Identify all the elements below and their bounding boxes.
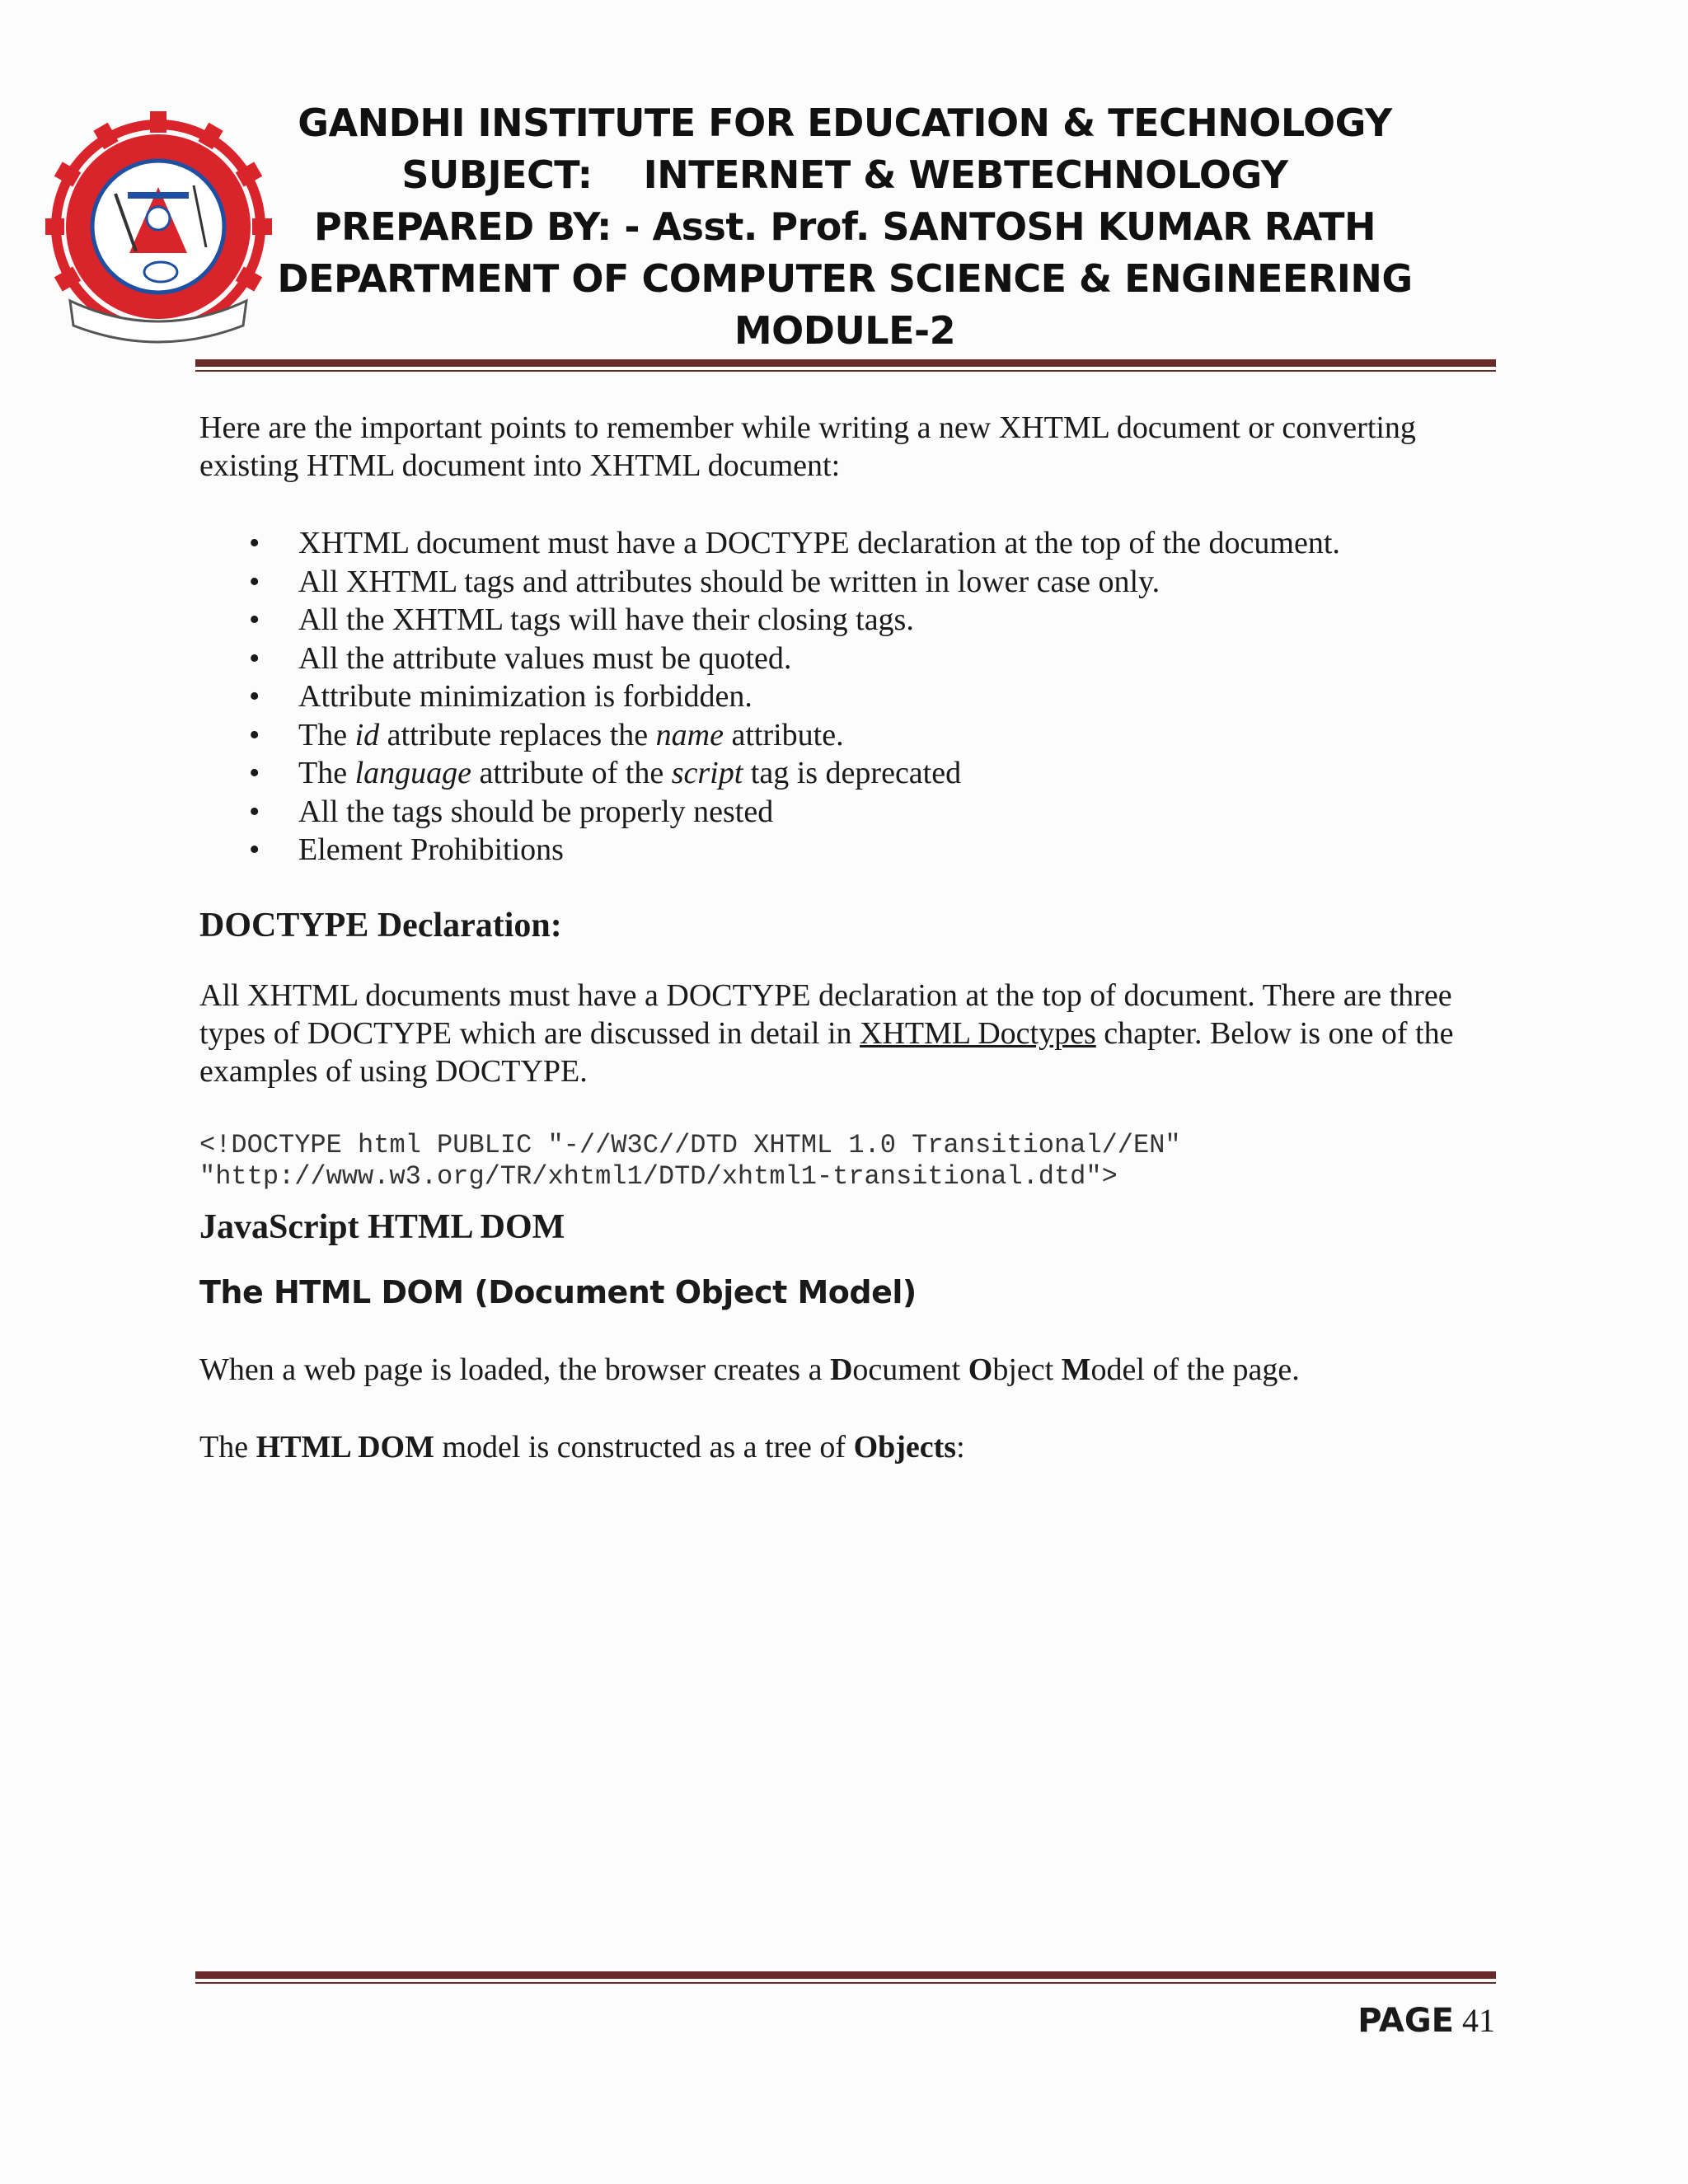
- list-item: • The language attribute of the script tag is deprecated: [199, 754, 1498, 793]
- html-dom-subheading: The HTML DOM (Document Object Model): [199, 1273, 917, 1310]
- logo-emblem-icon: [45, 95, 272, 346]
- list-item: • All XHTML tags and attributes should be written in lower case only.: [199, 563, 1498, 602]
- javascript-dom-heading: JavaScript HTML DOM: [199, 1207, 565, 1246]
- doctype-code-block: <!DOCTYPE html PUBLIC "-//W3C//DTD XHTML 1.0 Transitional//EN" "http://www.w3.org/TR/xhtml1/DTD/xhtml1-transitional.dtd">: [199, 1129, 1181, 1192]
- subject-line: SUBJECT: INTERNET & WEBTECHNOLOGY: [401, 152, 1288, 197]
- doctype-heading: DOCTYPE Declaration:: [199, 906, 562, 944]
- list-item: • The id attribute replaces the name attribute.: [199, 716, 1498, 755]
- list-item: • All the tags should be properly nested: [199, 793, 1498, 832]
- module-line: MODULE-2: [734, 308, 956, 353]
- intro-paragraph: Here are the important points to remember while writing a new XHTML document or converting existing HTML document into XHTML document:: [199, 410, 1416, 483]
- department-line: DEPARTMENT OF COMPUTER SCIENCE & ENGINEERING: [277, 256, 1413, 301]
- dom-tree-paragraph: The HTML DOM model is constructed as a tree of Objects:: [199, 1429, 965, 1465]
- header-divider: [195, 359, 1496, 372]
- dom-intro-paragraph: When a web page is loaded, the browser creates a Document Object Model of the page.: [199, 1352, 1300, 1387]
- list-item: • Element Prohibitions: [199, 831, 1498, 869]
- document-header: [264, 97, 1426, 357]
- xhtml-doctypes-link[interactable]: XHTML Doctypes: [860, 1015, 1096, 1051]
- list-item: • All the attribute values must be quoted.: [199, 640, 1498, 678]
- page-number: PAGE 41: [1357, 2002, 1495, 2040]
- doctype-paragraph: All XHTML documents must have a DOCTYPE declaration at the top of document. There are three types of DOCTYPE which are discussed in detail in XHTML Doctypes chapter. Below is one of the examples of using DOCTYPE.: [199, 977, 1454, 1089]
- list-item: • XHTML document must have a DOCTYPE declaration at the top of the document.: [199, 524, 1498, 563]
- prepared-by-line: PREPARED BY: - Asst. Prof. SANTOSH KUMAR RATH: [313, 204, 1376, 249]
- xhtml-rules-list: [199, 524, 1498, 869]
- footer-divider: [195, 1971, 1496, 1984]
- list-item: • Attribute minimization is forbidden.: [199, 677, 1498, 716]
- page-content: [199, 409, 1498, 1466]
- institute-name: GANDHI INSTITUTE FOR EDUCATION & TECHNOLOGY: [298, 101, 1392, 145]
- list-item: • All the XHTML tags will have their closing tags.: [199, 601, 1498, 640]
- institute-logo: [45, 95, 272, 346]
